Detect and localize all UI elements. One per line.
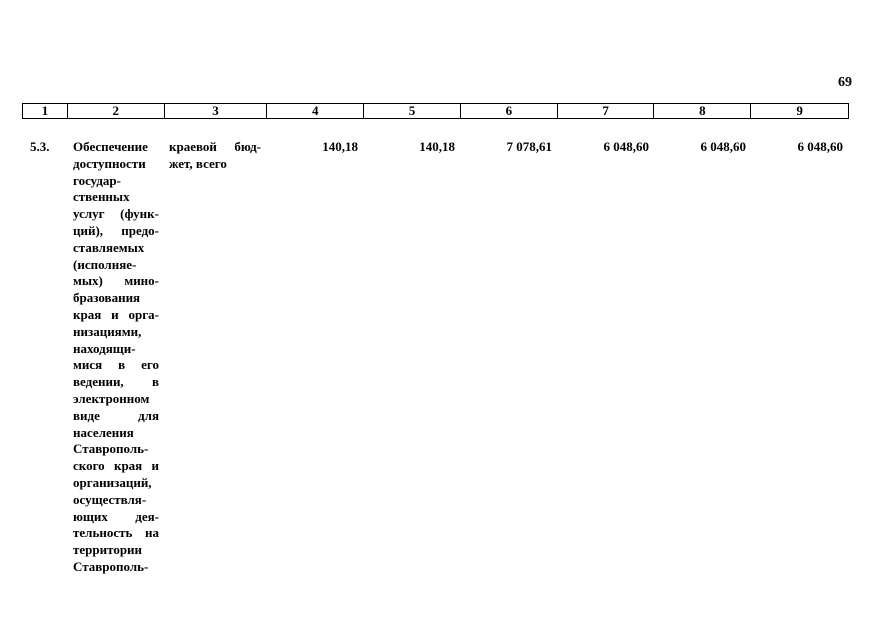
row-number: 5.3.	[30, 139, 50, 154]
description-line: края и орга-	[73, 306, 159, 322]
description-line: мых) мино-	[73, 273, 159, 289]
description-line: ющих дея-	[73, 508, 159, 524]
page-number: 69	[838, 75, 852, 90]
column-header-4: 4	[267, 104, 364, 118]
description-line: ставляемых	[73, 239, 145, 255]
description-line: населения	[73, 424, 134, 440]
description-line: осуществля-	[73, 491, 147, 507]
column-header-6: 6	[461, 104, 558, 118]
description-line: ций), предо-	[73, 222, 159, 238]
description-line: территории	[73, 542, 143, 558]
funding-source-line: жет, всего	[169, 155, 227, 171]
description-line: находящи-	[73, 340, 136, 356]
value-col-7: 6 048,60	[603, 139, 649, 154]
column-header-row	[22, 103, 849, 119]
description-line: бразования	[73, 290, 141, 306]
column-header-5: 5	[364, 104, 461, 118]
description-line: низациями,	[73, 323, 142, 339]
column-header-2: 2	[68, 104, 165, 118]
funding-source-line: краевой бюд-	[169, 139, 261, 154]
row-description	[73, 139, 159, 576]
description-line: виде для	[73, 407, 159, 423]
value-col-9: 6 048,60	[797, 139, 843, 154]
column-header-1: 1	[23, 104, 68, 118]
description-line: (исполняе-	[73, 256, 137, 272]
description-line: услуг (функ-	[73, 206, 159, 222]
column-header-9: 9	[796, 103, 803, 118]
description-line: Ставрополь-	[73, 441, 149, 457]
description-line: организаций,	[73, 474, 152, 490]
value-col-6: 7 078,61	[506, 139, 552, 154]
description-line: ственных	[73, 189, 130, 205]
funding-source	[169, 139, 265, 173]
description-line: мися в его	[73, 357, 159, 373]
value-col-5: 140,18	[419, 139, 455, 154]
description-line: ского края и	[73, 458, 159, 474]
column-header-7: 7	[558, 104, 655, 118]
description-line: Ставрополь-	[73, 558, 149, 574]
description-line: ведении, в	[73, 374, 159, 390]
description-line: тельность на	[73, 525, 159, 541]
column-header-3: 3	[165, 104, 268, 118]
value-col-8: 6 048,60	[700, 139, 746, 154]
description-line: государ-	[73, 172, 121, 188]
column-header-8: 8	[654, 104, 751, 118]
value-col-4: 140,18	[322, 139, 358, 154]
description-line: Обеспечение	[73, 139, 148, 154]
description-line: электронном	[73, 390, 150, 406]
description-line: доступности	[73, 155, 146, 171]
